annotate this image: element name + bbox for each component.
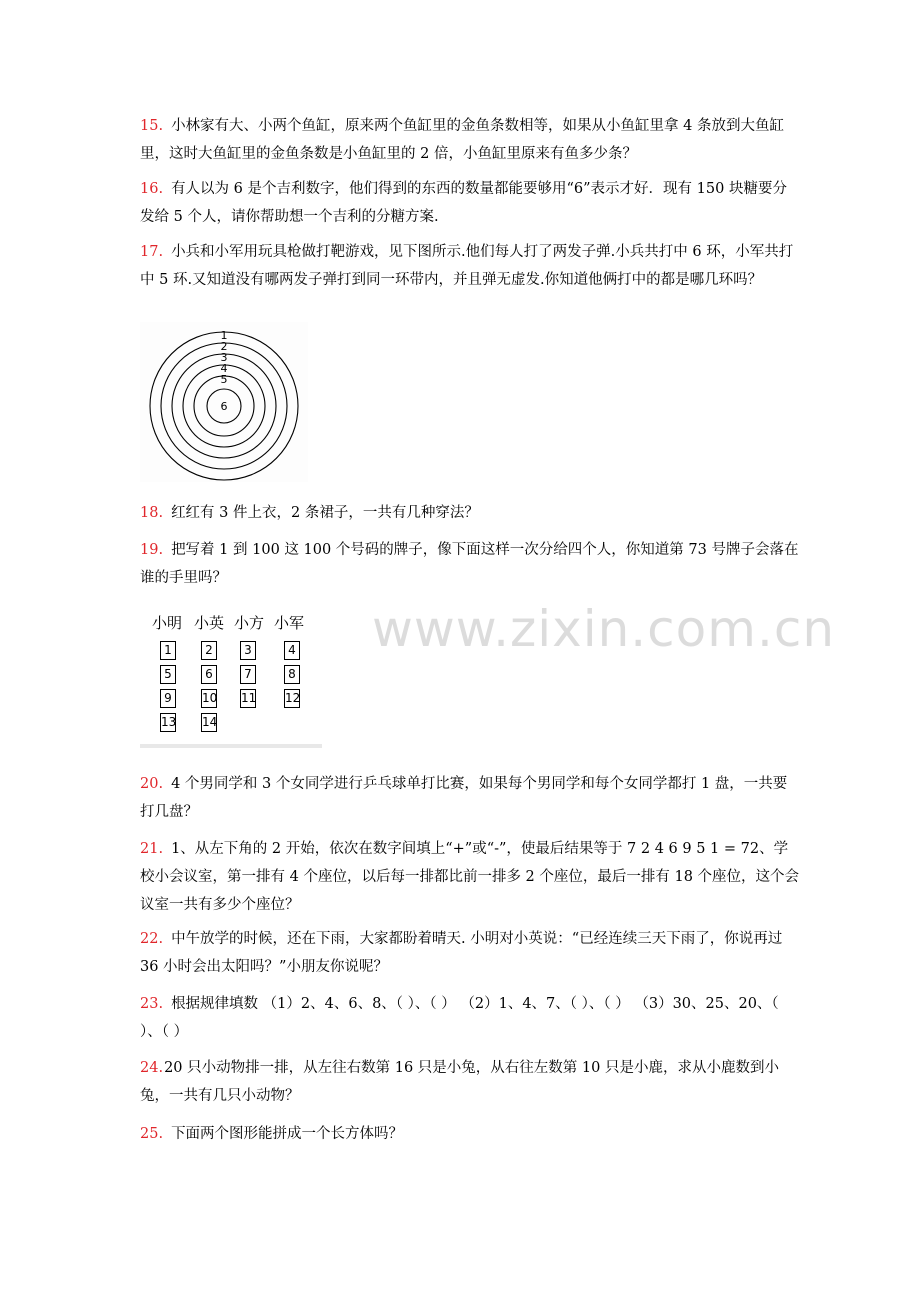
ring-label-2: 2 <box>220 340 228 353</box>
question-text: 小兵和小军用玩具枪做打靶游戏，见下图所示.他们每人打了两发子弹.小兵共打中 6 环，小军共打中 5 环.又知道没有哪两发子弹打到同一环带内，并且弹无虚发.你知道他俩打中的都是哪几环吗？ <box>140 244 794 288</box>
card-9: 9 <box>160 689 176 708</box>
question-number: 19. <box>140 542 164 558</box>
card-14: 14 <box>201 713 217 732</box>
ring-label-4: 4 <box>220 362 228 375</box>
ring-label-3: 3 <box>220 351 228 364</box>
card-13: 13 <box>160 713 176 732</box>
question-number: 18. <box>140 505 164 521</box>
question-24 <box>140 1054 800 1110</box>
ring-label-1: 1 <box>220 329 228 342</box>
ring-label-6: 6 <box>220 400 228 413</box>
question-text: 把写着 1 到 100 这 100 个号码的牌子，像下面这样一次分给四个人，你知道第 73 号牌子会落在谁的手里吗？ <box>140 542 799 586</box>
card-7: 7 <box>240 665 256 684</box>
question-number: 16. <box>140 181 164 197</box>
ring-label-5: 5 <box>220 373 228 386</box>
question-text: 小林家有大、小两个鱼缸，原来两个鱼缸里的金鱼条数相等，如果从小鱼缸里拿 4 条放到大鱼缸里，这时大鱼缸里的金鱼条数是小鱼缸里的 2 倍，小鱼缸里原来有鱼多少条？ <box>140 118 785 162</box>
question-15 <box>140 112 800 168</box>
question-20 <box>140 770 800 826</box>
name-xiaojun: 小军 <box>274 614 305 632</box>
card-5: 5 <box>160 665 176 684</box>
target-rings-diagram <box>140 322 308 482</box>
question-19 <box>140 536 800 592</box>
card-8: 8 <box>284 665 300 684</box>
question-text: 下面两个图形能拼成一个长方体吗？ <box>171 1126 404 1142</box>
question-22 <box>140 925 800 981</box>
card-distribution-figure <box>140 604 322 748</box>
card-2: 2 <box>201 641 217 660</box>
figure-baseline <box>140 744 322 748</box>
card-4: 4 <box>284 641 300 660</box>
card-11: 11 <box>240 689 256 708</box>
name-xiaoying: 小英 <box>194 614 225 632</box>
question-text: 20 只小动物排一排，从左往右数第 16 只是小兔，从右往左数第 10 只是小鹿，求从小鹿数到小兔，一共有几只小动物？ <box>140 1060 779 1104</box>
card-12: 12 <box>284 689 300 708</box>
card-6: 6 <box>201 665 217 684</box>
question-number: 23. <box>140 996 164 1012</box>
name-xiaofang: 小方 <box>234 614 265 632</box>
question-text: 有人以为 6 是个吉利数字，他们得到的东西的数量都能要够用“6”表示才好．现有 150 块糖要分发给 5 个人，请你帮助想一个吉利的分糖方案. <box>140 181 787 225</box>
question-number: 21. <box>140 841 164 857</box>
question-18 <box>140 499 800 527</box>
question-number: 15. <box>140 118 164 134</box>
question-25 <box>140 1120 800 1148</box>
question-text: 1、从左下角的 2 开始，依次在数字间填上“+”或“-”，使最后结果等于 7 2 4 6 9 5 1 = 72、学校小会议室，第一排有 4 个座位，以后每一排都比前一排多 2 个座位，最后一排有 18 个座位，这个会议室一共有多少个座位？ <box>140 841 800 913</box>
question-number: 22. <box>140 931 164 947</box>
question-text: 根据规律填数 （1）2、4、6、8、（ ）、（ ） （2）1、4、7、（ ）、（ ） （3）30、25、20、（ ）、（ ） <box>140 996 779 1040</box>
question-number: 20. <box>140 776 164 792</box>
watermark: www.zixin.com.cn <box>372 600 836 658</box>
target-figure <box>140 322 308 482</box>
card-1: 1 <box>160 641 176 660</box>
question-number: 24. <box>140 1060 164 1076</box>
question-text: 4 个男同学和 3 个女同学进行乒乓球单打比赛，如果每个男同学和每个女同学都打 1 盘，一共要打几盘？ <box>140 776 788 820</box>
question-23 <box>140 990 800 1046</box>
question-16 <box>140 175 800 231</box>
question-number: 17. <box>140 244 164 260</box>
question-text: 红红有 3 件上衣，2 条裙子，一共有几种穿法？ <box>171 505 479 521</box>
card-10: 10 <box>201 689 217 708</box>
question-number: 25. <box>140 1126 164 1142</box>
card-3: 3 <box>240 641 256 660</box>
name-xiaoming: 小明 <box>152 614 183 632</box>
question-text: 中午放学的时候，还在下雨，大家都盼着晴天. 小明对小英说：“已经连续三天下雨了，你说再过 36 小时会出太阳吗？”小朋友你说呢？ <box>140 931 783 975</box>
question-21 <box>140 835 800 919</box>
question-17 <box>140 238 800 294</box>
